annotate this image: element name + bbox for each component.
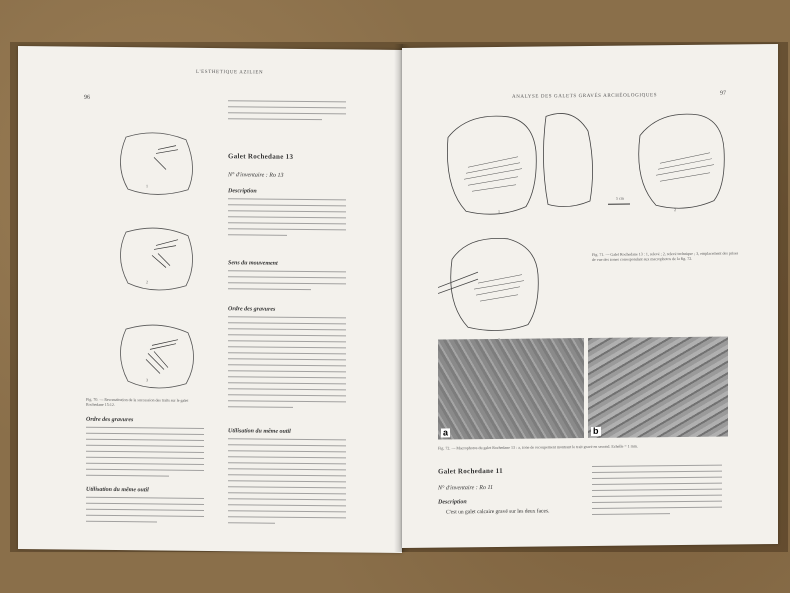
figure-number-3: 3 xyxy=(146,377,148,383)
photo-caption: Fig. 72. — Macrophotos du galet Rochedane 13 : a, zone de recoupement montrant le trait gravé en second. Echelle = 1 mm. xyxy=(438,443,638,451)
text-block-utilisation xyxy=(228,438,346,529)
heading-description: Description xyxy=(228,188,257,195)
description-text: C'est un galet calcaire gravé sur les deux faces. xyxy=(446,508,550,516)
text-block-utilisation-left xyxy=(86,497,204,528)
heading-ordre-gravures-left: Ordre des gravures xyxy=(86,416,134,424)
heading-description-right: Description xyxy=(438,499,467,506)
text-block-intro xyxy=(228,100,346,125)
pebble-technical-drawing xyxy=(630,105,730,216)
pebble-relief-figure xyxy=(438,106,608,348)
heading-sens-mouvement: Sens du mouvement xyxy=(228,260,278,267)
figure-caption: Fig. 70. — Reconstitution de la succession des traits sur le galet Rochedane 15:12. xyxy=(86,396,189,408)
right-figure-number-2: 2 xyxy=(674,207,676,213)
text-block-right-column xyxy=(592,465,722,520)
figure-number-2: 2 xyxy=(146,279,148,285)
macrophoto-b xyxy=(588,337,728,438)
right-figure-caption: Fig. 71. — Galet Rochedane 13 : 1, relevé ; 2, relevé technique ; 3, emplacement des prises de vue des zones correspondant aux macrophotos de la fig. 72. xyxy=(592,250,739,262)
left-page-number: 96 xyxy=(84,94,90,101)
left-page xyxy=(18,46,402,553)
scale-bar xyxy=(608,204,630,205)
right-figure-number-1: 1 xyxy=(498,208,500,214)
scale-bar-label: 5 cm xyxy=(616,195,624,201)
figure-number-1: 1 xyxy=(146,183,148,189)
heading-utilisation-left: Utilisation du même outil xyxy=(86,486,149,494)
heading-galet-13: Galet Rochedane 13 xyxy=(228,152,294,161)
heading-utilisation: Utilisation du même outil xyxy=(228,428,291,435)
right-page xyxy=(402,44,778,548)
pebble-drawings-figure xyxy=(106,127,206,418)
macrophoto-a-label: a xyxy=(443,427,449,438)
inventory-number-13: N° d'inventaire : Ro 13 xyxy=(228,172,284,179)
text-block-ordre xyxy=(228,316,346,413)
left-running-head: L'ESTHETIQUE AZILIEN xyxy=(196,69,264,76)
right-running-head: ANALYSE DES GALETS GRAVÉS ARCHÉOLOGIQUES xyxy=(512,93,658,100)
macrophoto-a xyxy=(438,338,584,440)
macrophoto-b-label: b xyxy=(593,425,599,436)
text-block-ordre-left xyxy=(86,427,204,482)
text-block-sens xyxy=(228,270,346,295)
right-page-number: 97 xyxy=(720,90,726,97)
heading-ordre-gravures: Ordre des gravures xyxy=(228,306,276,313)
inventory-number-11: N° d'inventaire : Ro 11 xyxy=(438,484,494,492)
heading-galet-11: Galet Rochedane 11 xyxy=(438,466,503,476)
text-block-description xyxy=(228,198,346,241)
